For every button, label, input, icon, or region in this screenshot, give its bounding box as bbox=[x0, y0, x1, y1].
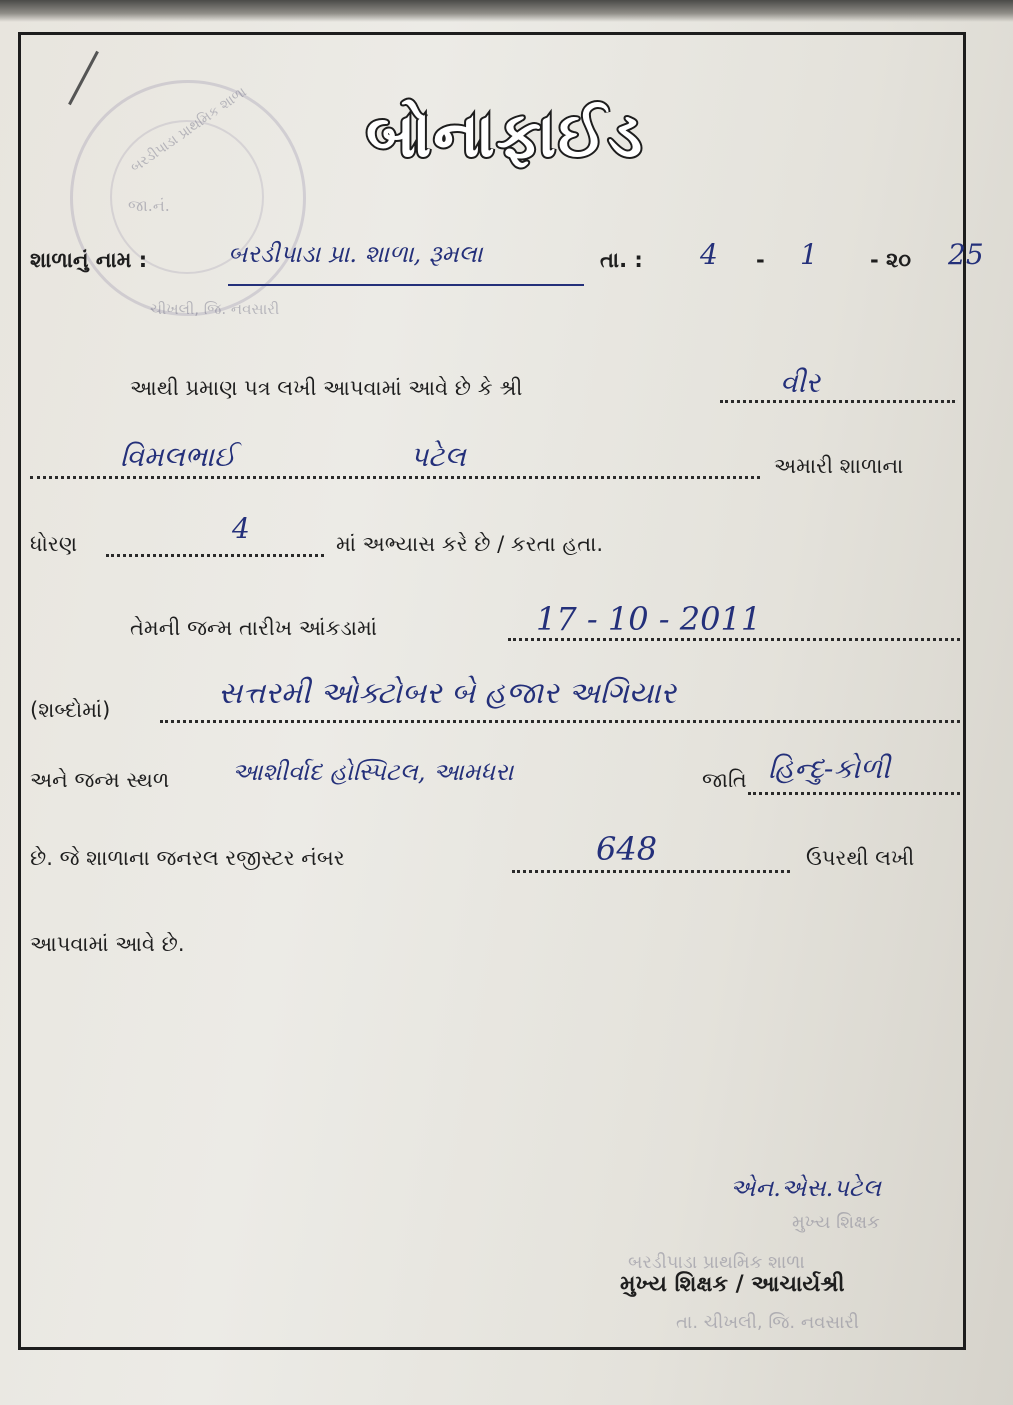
register-text: છે. જે શાળાના જનરલ રજીસ્ટર નંબર bbox=[30, 846, 345, 870]
date-year-prefix: - ૨૦ bbox=[870, 248, 911, 272]
stamp-text-title: મુખ્ય શિક્ષક bbox=[792, 1212, 880, 1233]
dob-words: સત્તરમી ઓક્ટોબર બે હજાર અગિયાર bbox=[218, 676, 677, 711]
date-label: તા. : bbox=[600, 248, 643, 272]
birthplace-label: અને જન્મ સ્થળ bbox=[30, 768, 170, 792]
register-dotted-line bbox=[512, 870, 790, 873]
paper-edge-shadow bbox=[0, 0, 1013, 22]
caste-dotted-line bbox=[748, 792, 960, 795]
dob-words-dotted-line bbox=[160, 720, 960, 723]
date-year-suffix: 25 bbox=[948, 238, 984, 271]
headmaster-signature: એન.એસ.પટેલ bbox=[730, 1174, 881, 1202]
student-name: વિમલભાઈ bbox=[120, 440, 236, 473]
school-name-label: શાળાનું નામ : bbox=[30, 248, 148, 272]
studying-text: માં અભ્યાસ કરે છે / કરતા હતા. bbox=[336, 532, 604, 556]
dob-label: તેમની જન્મ તારીખ આંકડામાં bbox=[130, 616, 378, 640]
from-text: ઉપરથી લખી bbox=[806, 846, 915, 870]
dob-figures: 17 - 10 - 2011 bbox=[536, 600, 762, 638]
date-month: 1 bbox=[800, 238, 818, 271]
date-day: 4 bbox=[700, 238, 718, 271]
signatory-title: મુખ્ય શિક્ષક / આચાર્યશ્રી bbox=[620, 1272, 845, 1297]
date-separator: - bbox=[756, 248, 765, 272]
our-school-text: અમારી શાળાના bbox=[774, 454, 904, 478]
stamp-text-place: તા. ચીખલી, જિ. નવસારી bbox=[676, 1312, 859, 1333]
school-name-underline bbox=[228, 284, 584, 286]
words-label: (શબ્દોમાં) bbox=[30, 698, 111, 722]
caste-value: હિન્દુ-કોળી bbox=[768, 752, 890, 785]
stamp-text-school: બરડીપાડા પ્રાથમિક શાળા bbox=[628, 1252, 805, 1273]
register-number: 648 bbox=[596, 830, 658, 868]
student-name-dotted-line bbox=[30, 476, 760, 479]
birthplace-value: આશીર્વાદ હોસ્પિટલ, આમધરા bbox=[232, 758, 514, 786]
seal-text: જા.નં. bbox=[128, 196, 170, 215]
seal-text: ચીખલી, જિ. નવસારી bbox=[150, 300, 280, 318]
caste-label: જાતિ bbox=[702, 768, 747, 792]
closing-text: આપવામાં આવે છે. bbox=[30, 932, 185, 956]
dob-dotted-line bbox=[508, 638, 960, 641]
document-title: બોનાફાઈડ bbox=[365, 98, 645, 171]
standard-dotted-line bbox=[106, 554, 324, 557]
student-prefix-dotted-line bbox=[720, 400, 955, 403]
certify-text: આથી પ્રમાણ પત્ર લખી આપવામાં આવે છે કે શ્રી bbox=[130, 376, 523, 400]
standard-label: ધોરણ bbox=[30, 532, 78, 556]
seal-text: બરડીપાડા પ્રાથમિક શાળા bbox=[127, 84, 250, 176]
standard-value: 4 bbox=[232, 512, 250, 545]
student-surname: પટેલ bbox=[410, 440, 466, 473]
student-prefix: વીર bbox=[780, 366, 820, 399]
school-name-value: બરડીપાડા પ્રા. શાળા, રૂમલા bbox=[228, 240, 483, 268]
